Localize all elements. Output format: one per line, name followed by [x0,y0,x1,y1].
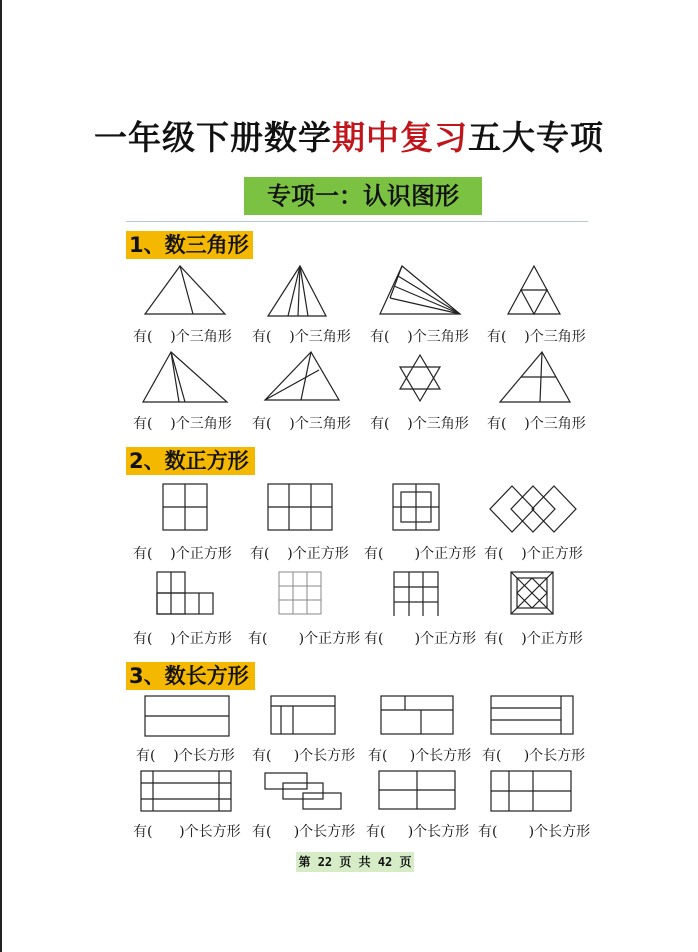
figure-triangle-6 [265,352,339,404]
caption-triangle-7: 有( )个三角形 [370,416,469,432]
figure-star-of-david [397,355,443,401]
caption-rect-2: 有( )个长方形 [252,748,356,764]
figure-rect-4 [491,696,573,734]
caption-triangle-2: 有( )个三角形 [252,329,351,345]
caption-square-3: 有( )个正方形 [364,546,477,562]
figure-rect-6 [263,771,343,811]
caption-square-1: 有( )个正方形 [133,546,232,562]
figure-square-5 [157,572,213,614]
caption-triangle-1: 有( )个三角形 [133,329,232,345]
figure-rect-5 [141,771,231,811]
page-number-footer: 第 22 页 共 42 页 [296,852,414,872]
caption-rect-7: 有( )个长方形 [366,824,470,840]
caption-triangle-4: 有( )个三角形 [487,329,586,345]
divider [126,221,588,222]
topic-banner: 专项一：认识图形 [244,177,482,215]
figure-triangle-1 [145,266,225,316]
figure-rect-7 [379,771,455,809]
caption-rect-3: 有( )个长方形 [368,748,472,764]
section-heading-rectangles: 3、数长方形 [126,662,255,690]
figure-rect-3 [381,696,453,734]
caption-square-6: 有( )个正方形 [248,631,361,647]
figure-triangle-4 [508,266,560,316]
section-heading-squares: 2、数正方形 [126,447,255,475]
caption-square-2: 有( )个正方形 [250,546,349,562]
caption-triangle-5: 有( )个三角形 [133,416,232,432]
caption-triangle-6: 有( )个三角形 [252,416,351,432]
caption-rect-6: 有( )个长方形 [252,824,356,840]
caption-triangle-8: 有( )个三角形 [487,416,586,432]
figure-triangle-5 [143,352,227,404]
caption-rect-8: 有( )个长方形 [478,824,591,840]
caption-rect-1: 有( )个长方形 [136,748,235,764]
title-highlight: 期中复习 [332,118,468,157]
caption-rect-5: 有( )个长方形 [133,824,241,840]
caption-rect-4: 有( )个长方形 [482,748,586,764]
figure-triangle-2 [268,266,328,318]
figure-rect-8 [491,771,571,811]
figure-square-4 [490,486,576,532]
figure-triangle-3 [380,266,460,318]
figure-square-2 [268,484,332,530]
figure-square-1 [163,484,207,530]
caption-square-8: 有( )个正方形 [484,631,583,647]
figure-square-3 [393,484,439,530]
figure-rect-1 [145,696,229,736]
figure-square-6 [279,572,321,614]
figure-triangle-8 [500,352,570,404]
caption-triangle-3: 有( )个三角形 [370,329,469,345]
figure-square-7 [394,572,438,616]
caption-square-7: 有( )个正方形 [364,631,477,647]
section-heading-triangles: 1、数三角形 [126,231,253,259]
figure-rect-2 [271,696,335,734]
caption-square-4: 有( )个正方形 [484,546,583,562]
page-title: 一年级下册数学期中复习五大专项 [94,118,604,157]
figure-square-8 [511,572,553,614]
caption-square-5: 有( )个正方形 [133,631,232,647]
